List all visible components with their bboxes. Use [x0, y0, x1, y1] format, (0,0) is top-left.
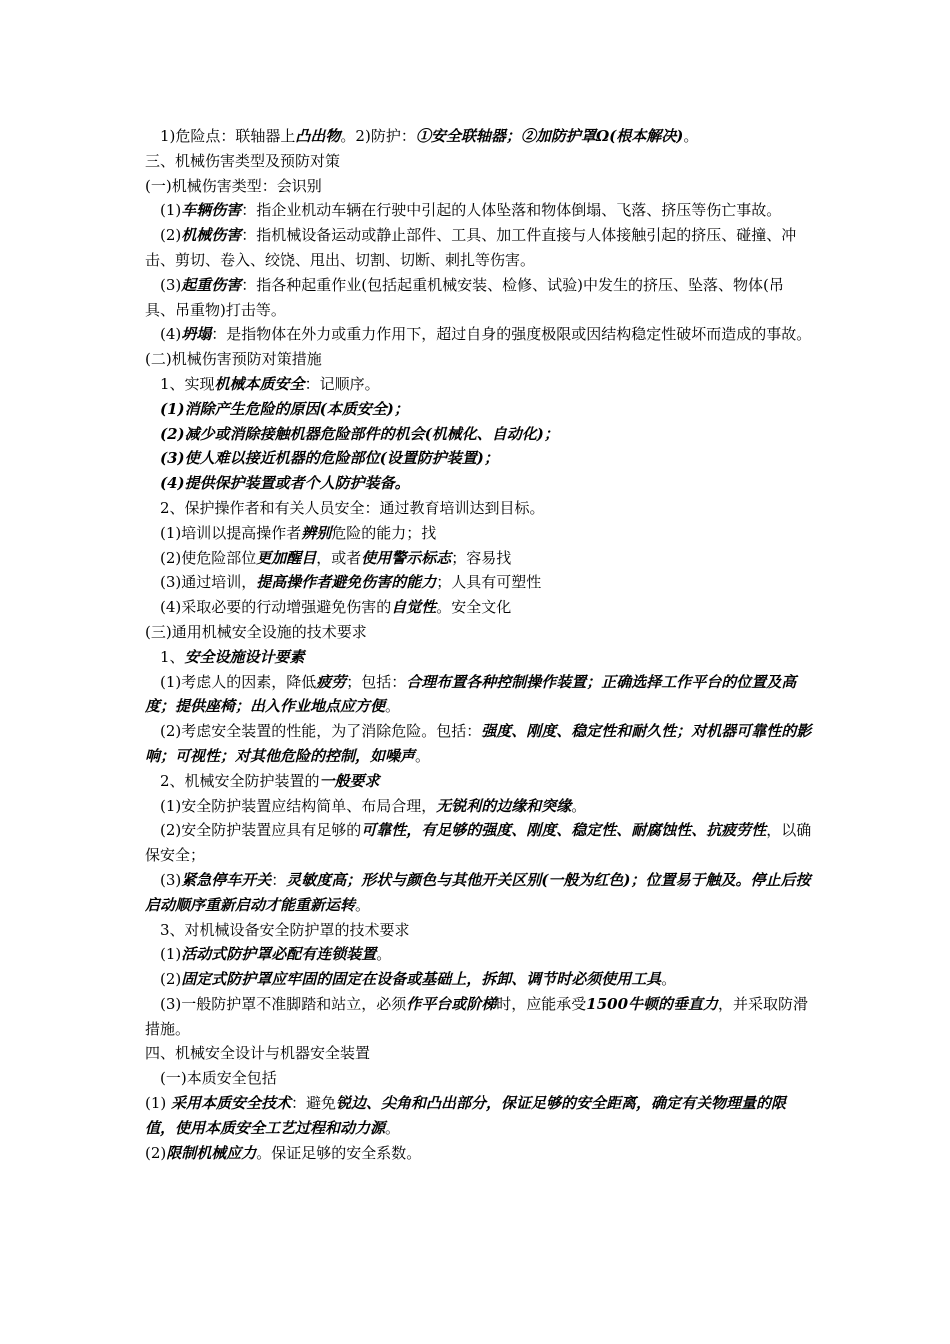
paragraph-33 — [145, 1141, 813, 1166]
body-text: (1)培训以提高操作者 — [160, 523, 302, 542]
paragraph-21 — [145, 719, 813, 769]
emphasis-text: 作平台或阶梯 — [406, 994, 497, 1013]
body-text: (2)使危险部位 — [160, 548, 257, 567]
emphasis-text: 锐边、尖角和凸出部分，保证足够的安全距离，确定有关物理量的限值，使用本质安全工艺过程和动力源 — [145, 1094, 787, 1137]
emphasis-text: 凸出物 — [295, 127, 341, 145]
body-text: 2、机械安全防护装置的 — [160, 771, 320, 790]
emphasis-text: 车辆伤害 — [181, 201, 242, 220]
body-text: (1)安全防护装置应结构简单、布局合理， — [160, 796, 437, 815]
body-text: (二)机械伤害预防对策措施 — [145, 350, 322, 369]
emphasis-text: 起重伤害 — [181, 275, 242, 294]
body-text: ，并采取防滑措施。 — [145, 994, 809, 1038]
body-text: ；人具有可塑性 — [436, 573, 542, 592]
paragraph-29 — [145, 992, 813, 1042]
body-text: 2、保护操作者和有关人员安全：通过教育培训达到目标。 — [160, 498, 545, 517]
paragraph-0 — [145, 124, 813, 149]
emphasis-text: 提高操作者避免伤害的能力 — [256, 573, 437, 592]
body-text: 。 — [385, 697, 401, 716]
paragraph-12 — [145, 471, 813, 496]
body-text: (3) — [160, 275, 182, 294]
body-text: ： — [271, 870, 287, 889]
body-text: (2)安全防护装置应具有足够的 — [160, 821, 362, 840]
emphasis-text: 活动式防护罩必配有连锁装置 — [181, 945, 377, 964]
body-text: 3、对机械设备安全防护罩的技术要求 — [160, 920, 410, 939]
body-text: 。 — [385, 1118, 401, 1137]
emphasis-text: 更加醒目 — [256, 548, 317, 567]
body-text: ，或者 — [316, 548, 362, 567]
paragraph-10 — [145, 422, 813, 447]
body-text: 。保证足够的安全系数。 — [256, 1143, 422, 1162]
paragraph-1 — [145, 149, 813, 174]
body-text: (3) — [160, 870, 182, 889]
emphasis-text: 使用警示标志 — [361, 548, 452, 567]
paragraph-11 — [145, 446, 813, 471]
emphasis-text: 可靠性，有足够的强度、刚度、稳定性、耐腐蚀性、抗疲劳性 — [361, 821, 767, 840]
body-text: 。2)防护： — [340, 127, 416, 145]
body-text: 时，应能承受 — [496, 994, 587, 1013]
body-text: 1、实现 — [160, 374, 215, 393]
emphasis-text: 强度、刚度、稳定性和耐久性；对机器可靠性的影响；可视性；对其他危险的控制，如噪声 — [145, 722, 812, 765]
emphasis-text: 固定式防护罩应牢固的固定在设备或基础上，拆卸、调节时必须使用工具 — [181, 970, 662, 989]
paragraph-9 — [145, 397, 813, 422]
body-text: 1)危险点：联轴器上 — [160, 127, 296, 145]
emphasis-text: (1)消除产生危险的原因(本质安全)； — [160, 399, 409, 418]
emphasis-text: 灵敏度高；形状与颜色与其他开关区别(一般为红色)；位置易于触及。停止后按启动顺序重新启动才能重新运转 — [145, 870, 811, 914]
paragraph-7 — [145, 347, 813, 372]
body-text: (2) — [145, 1143, 167, 1162]
body-text: (1)考虑人的因素，降低 — [160, 672, 317, 691]
paragraph-2 — [145, 174, 813, 199]
emphasis-text: 疲劳 — [316, 672, 347, 691]
paragraph-32 — [145, 1091, 813, 1141]
emphasis-text: 紧急停车开关 — [181, 870, 272, 889]
paragraph-13 — [145, 496, 813, 521]
body-text: ：避免 — [291, 1094, 337, 1113]
body-text: 。 — [661, 970, 677, 989]
paragraph-19 — [145, 645, 813, 670]
body-text: 。安全文化 — [436, 598, 512, 617]
body-text: (4)采取必要的行动增强避免伤害的 — [160, 598, 392, 617]
body-text: ：指机械设备运动或静止部件、工具、加工件直接与人体接触引起的挤压、碰撞、冲击、剪切、卷入、绞饶、甩出、切割、切断、刺扎等伤害。 — [145, 226, 797, 269]
body-text: (3)一般防护罩不准脚踏和站立，必须 — [160, 994, 407, 1013]
paragraph-3 — [145, 198, 813, 223]
body-text: ：是指物体在外力或重力作用下，超过自身的强度极限或因结构稳定性破坏而造成的事故。 — [211, 325, 812, 344]
body-text: 危险的能力；找 — [331, 523, 437, 542]
paragraph-14 — [145, 521, 813, 546]
body-text: 四、机械安全设计与机器安全装置 — [145, 1044, 371, 1063]
body-text: 三、机械伤害类型及预防对策 — [145, 151, 341, 170]
emphasis-text: 一般要求 — [319, 771, 380, 790]
emphasis-text: (3)使人难以接近机器的危险部位(设置防护装置)； — [160, 449, 499, 468]
body-text: (一)本质安全包括 — [160, 1069, 277, 1088]
body-text: ：指企业机动车辆在行驶中引起的人体坠落和物体倒塌、飞落、挤压等伤亡事故。 — [241, 201, 782, 220]
emphasis-text: 机械伤害 — [181, 226, 242, 245]
body-text: ：指各种起重作业(包括起重机械安装、检修、试验)中发生的挤压、坠落、物体(吊具、吊重物)打击等。 — [145, 275, 784, 319]
emphasis-text: 安全设施设计要素 — [184, 647, 305, 666]
emphasis-text: (2)减少或消除接触机器危险部件的机会(机械化、自动化)； — [160, 424, 559, 443]
emphasis-text: 辨别 — [301, 523, 332, 542]
body-text: 。 — [355, 895, 371, 914]
document-body — [145, 124, 813, 1165]
paragraph-15 — [145, 546, 813, 571]
body-text: 。 — [415, 746, 431, 765]
body-text: 。 — [571, 796, 587, 815]
paragraph-20 — [145, 670, 813, 720]
body-text: (2) — [160, 226, 182, 245]
paragraph-16 — [145, 570, 813, 595]
paragraph-24 — [145, 818, 813, 868]
emphasis-text: ①安全联轴器；②加防护罩Ω(根本解决) — [415, 127, 684, 145]
body-text: (1) — [145, 1094, 172, 1113]
paragraph-31 — [145, 1066, 813, 1091]
body-text: ；容易找 — [451, 548, 512, 567]
emphasis-text: 自觉性 — [391, 598, 437, 617]
paragraph-5 — [145, 273, 813, 323]
paragraph-8 — [145, 372, 813, 397]
paragraph-6 — [145, 322, 813, 347]
body-text: (一)机械伤害类型：会识别 — [145, 176, 322, 195]
paragraph-22 — [145, 769, 813, 794]
paragraph-26 — [145, 918, 813, 943]
emphasis-text: 限制机械应力 — [166, 1143, 257, 1162]
paragraph-30 — [145, 1041, 813, 1066]
paragraph-27 — [145, 942, 813, 967]
body-text: ，以确保安全； — [145, 821, 812, 865]
body-text: ；包括： — [346, 672, 407, 691]
emphasis-text: 机械本质安全 — [214, 374, 305, 393]
body-text: (1) — [160, 201, 182, 220]
paragraph-28 — [145, 967, 813, 992]
body-text: (2)考虑安全装置的性能，为了消除危险。包括： — [160, 722, 482, 741]
body-text: 。 — [683, 127, 699, 145]
body-text: ：记顺序。 — [304, 374, 380, 393]
emphasis-text: 无锐利的边缘和突缘 — [436, 796, 572, 815]
emphasis-text: 合理布置各种控制操作装置；正确选择工作平台的位置及高度；提供座椅；出入作业地点应方便 — [145, 672, 797, 716]
paragraph-4 — [145, 223, 813, 273]
paragraph-25 — [145, 868, 813, 918]
body-text: 1、 — [160, 647, 185, 666]
paragraph-18 — [145, 620, 813, 645]
body-text: 。 — [376, 945, 392, 964]
body-text: (3)通过培训， — [160, 573, 257, 592]
paragraph-23 — [145, 794, 813, 819]
body-text: (4) — [160, 325, 182, 344]
emphasis-text: 1500牛顿的垂直力 — [586, 994, 719, 1013]
body-text: (三)通用机械安全设施的技术要求 — [145, 622, 367, 641]
paragraph-17 — [145, 595, 813, 620]
body-text: (2) — [160, 970, 182, 989]
body-text: (1) — [160, 945, 182, 964]
emphasis-text: 采用本质安全技术 — [171, 1094, 292, 1113]
emphasis-text: 坍塌 — [181, 325, 212, 344]
emphasis-text: (4)提供保护装置或者个人防护装备。 — [160, 474, 410, 493]
